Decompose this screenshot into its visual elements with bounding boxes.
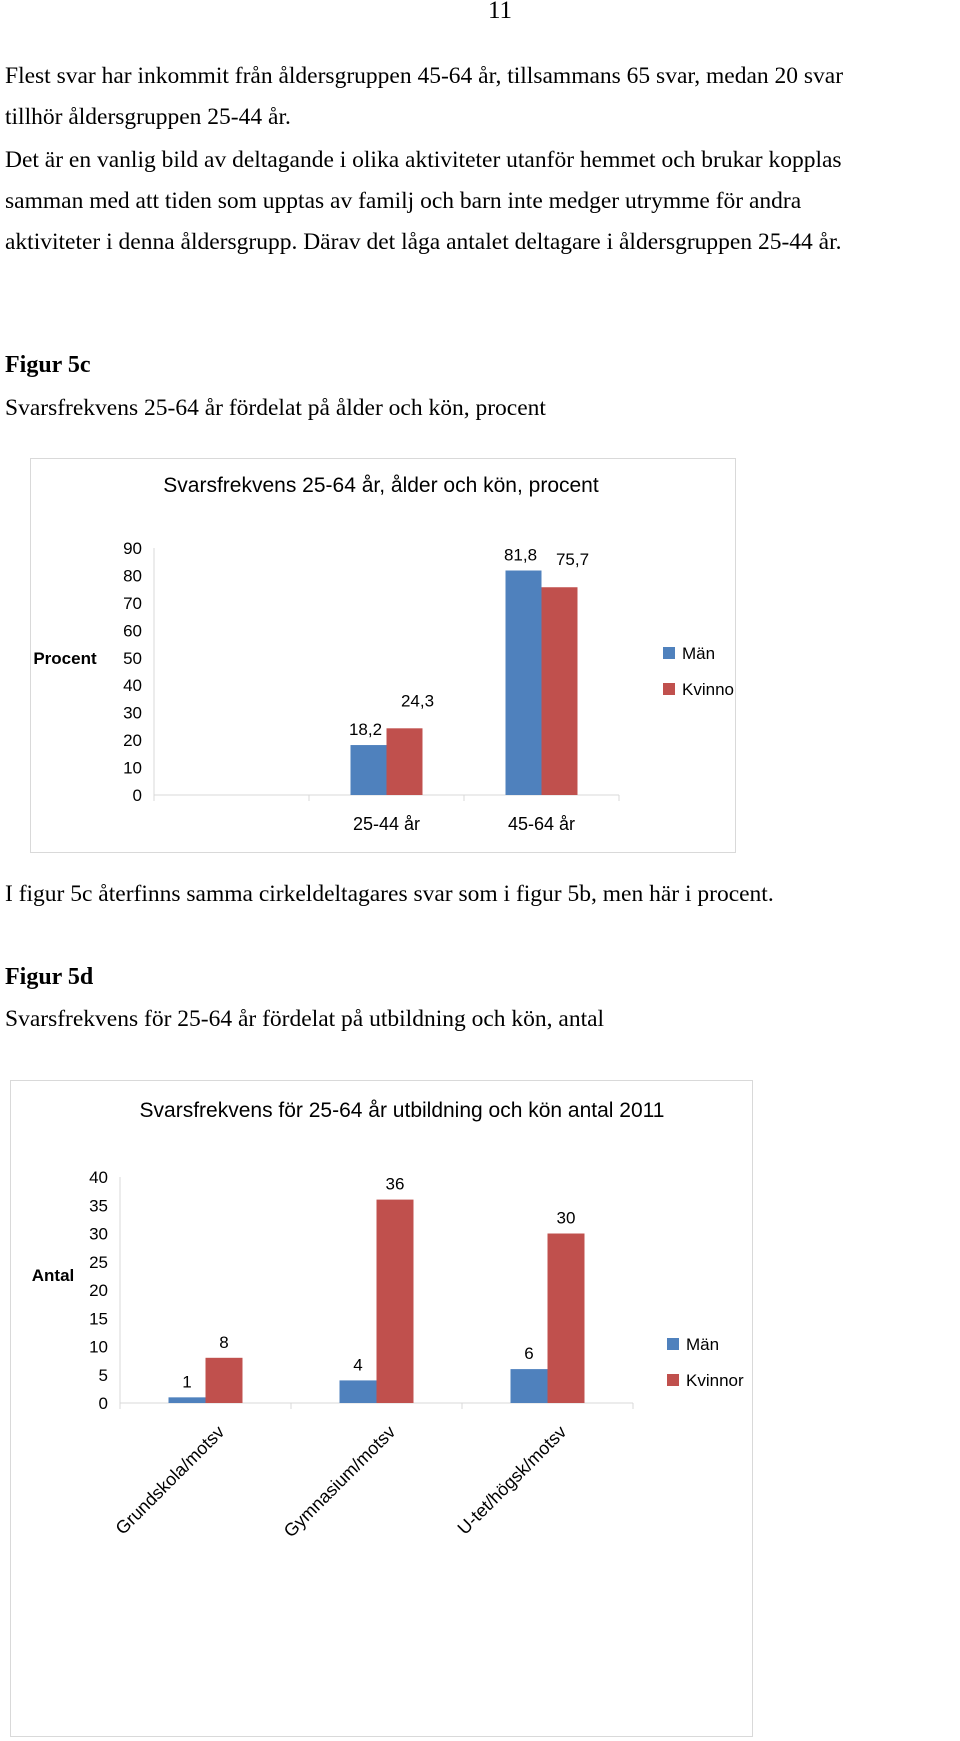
y-axis-label: Antal <box>31 1266 75 1285</box>
bar-kvinnor <box>542 587 578 795</box>
legend-label: Kvinnor <box>686 1371 744 1390</box>
bar-kvinnor <box>377 1200 414 1403</box>
bar-kvinnor <box>387 728 423 795</box>
paragraph-line: samman med att tiden som upptas av familj och barn inte medger utrymme för andra <box>5 188 802 214</box>
y-tick-label: 80 <box>123 566 142 586</box>
chart-5c-frame <box>30 458 736 853</box>
data-label: 30 <box>556 1208 576 1228</box>
chart-5c <box>31 459 735 852</box>
figure-5d-caption: Svarsfrekvens för 25-64 år fördelat på utbildning och kön, antal <box>5 1006 605 1032</box>
bar-kvinnor <box>206 1358 243 1403</box>
chart-5d-frame <box>10 1080 753 1737</box>
x-category-label: 25-44 år <box>352 814 421 834</box>
bar-man <box>511 1369 548 1403</box>
y-tick-label: 10 <box>89 1337 108 1357</box>
x-category-label: U-tet/högsk/motsv <box>453 1421 571 1539</box>
legend-swatch-kvinnor <box>667 1374 679 1386</box>
y-tick-label: 5 <box>98 1365 108 1385</box>
y-tick-label: 15 <box>89 1309 108 1329</box>
legend-swatch-man <box>663 647 675 659</box>
chart-title: Svarsfrekvens 25-64 år, ålder och kön, procent <box>163 474 599 497</box>
paragraph-line: Det är en vanlig bild av deltagande i olika aktiviteter utanför hemmet och brukar kopplas <box>5 147 842 173</box>
bar-kvinnor <box>548 1234 585 1404</box>
data-label: 1 <box>182 1372 192 1392</box>
bar-man <box>169 1397 206 1403</box>
y-tick-label: 50 <box>123 648 142 668</box>
paragraph-line: aktiviteter i denna åldersgrupp. Därav det låga antalet deltagare i åldersgruppen 25-44 år. <box>5 229 842 255</box>
y-tick-label: 0 <box>98 1394 108 1413</box>
y-tick-label: 30 <box>89 1224 108 1244</box>
paragraph-line: Flest svar har inkommit från åldersgruppen 45-64 år, tillsammans 65 svar, medan 20 svar <box>5 63 844 89</box>
legend-swatch-man <box>667 1338 679 1350</box>
y-tick-label: 40 <box>123 676 142 696</box>
data-label: 18,2 <box>348 720 383 740</box>
chart-title: Svarsfrekvens för 25-64 år utbildning och kön antal 2011 <box>139 1099 665 1122</box>
legend-swatch-kvinnor <box>663 683 675 695</box>
y-tick-label: 60 <box>123 621 142 641</box>
figure-5d-heading: Figur 5d <box>5 964 94 990</box>
paragraph-age-groups <box>5 56 960 138</box>
data-label: 4 <box>353 1355 363 1375</box>
y-tick-label: 35 <box>89 1196 108 1216</box>
data-label: 6 <box>524 1344 534 1364</box>
y-tick-label: 30 <box>123 703 142 723</box>
y-tick-label: 40 <box>89 1168 108 1187</box>
between-charts-text: I figur 5c återfinns samma cirkeldeltagares svar som i figur 5b, men här i procent. <box>5 881 774 907</box>
paragraph-line: tillhör åldersgruppen 25-44 år. <box>5 104 291 130</box>
x-category-label: Grundskola/motsv <box>111 1421 229 1539</box>
figure-5c-heading: Figur 5c <box>5 352 91 378</box>
bar-man <box>506 571 542 795</box>
legend-label: Män <box>686 1335 720 1354</box>
y-tick-label: 10 <box>123 758 142 778</box>
y-axis-label: Procent <box>33 649 97 668</box>
y-tick-label: 70 <box>123 593 142 613</box>
y-tick-label: 20 <box>123 731 142 751</box>
legend-label: Kvinnor <box>682 680 735 699</box>
bar-man <box>351 745 387 795</box>
page-number: 11 <box>487 0 513 24</box>
legend-label: Män <box>682 644 716 663</box>
chart-5d <box>11 1081 752 1736</box>
y-tick-label: 25 <box>89 1252 108 1272</box>
data-label: 24,3 <box>400 691 435 711</box>
y-tick-label: 0 <box>132 786 142 805</box>
x-category-label: Gymnasium/motsv <box>279 1421 400 1542</box>
figure-5c-caption: Svarsfrekvens 25-64 år fördelat på ålder och kön, procent <box>5 395 546 421</box>
data-label: 8 <box>219 1332 229 1352</box>
bar-man <box>340 1380 377 1403</box>
paragraph-activities <box>5 140 960 263</box>
y-tick-label: 90 <box>123 539 142 558</box>
data-label: 36 <box>385 1174 405 1194</box>
data-label: 81,8 <box>503 545 538 565</box>
x-category-label: 45-64 år <box>507 814 576 834</box>
y-tick-label: 20 <box>89 1281 108 1300</box>
data-label: 75,7 <box>555 550 590 570</box>
